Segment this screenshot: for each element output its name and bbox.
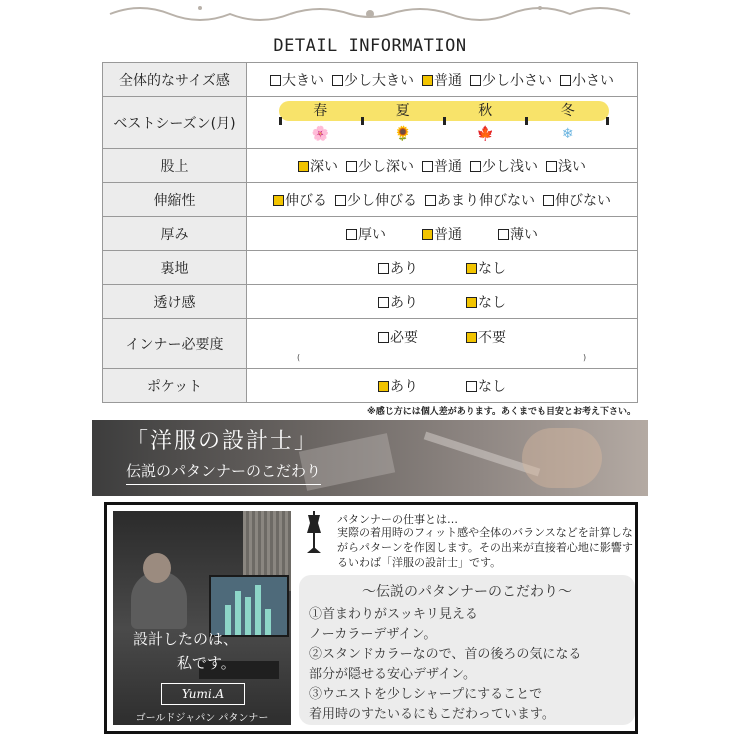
checkbox-icon — [335, 195, 346, 206]
photo-caption-text — [133, 627, 238, 675]
option — [422, 156, 462, 176]
table-row-thickness — [103, 217, 638, 251]
option — [543, 190, 611, 210]
option — [470, 70, 552, 90]
person-head — [143, 553, 171, 583]
checkbox-icon — [543, 195, 554, 206]
option — [270, 70, 324, 90]
option — [422, 224, 462, 244]
checkbox-icon — [270, 75, 281, 86]
tick — [361, 117, 364, 125]
paren-close: ) — [583, 353, 587, 362]
option — [422, 70, 462, 90]
option-label: 少し大きい — [344, 72, 414, 89]
checkbox-icon — [422, 161, 433, 172]
option — [332, 70, 414, 90]
disclaimer-note: ※感じ方には個人差があります。あくまでも目安とお考え下さい。 — [366, 407, 636, 417]
options-size — [247, 63, 638, 97]
checkbox-icon — [346, 229, 357, 240]
option — [378, 376, 418, 396]
option — [470, 156, 538, 176]
bar — [245, 597, 251, 635]
point-line: ②スタンドカラーなので、首の後ろの気になる — [309, 647, 582, 662]
option-label: 少し深い — [358, 158, 414, 175]
points-box — [299, 575, 635, 725]
table-row-sheer — [103, 285, 638, 319]
option — [425, 190, 535, 210]
checked-checkbox-icon — [422, 229, 433, 240]
checked-checkbox-icon — [298, 161, 309, 172]
tick — [606, 117, 609, 125]
season-winter: 冬 — [560, 103, 575, 119]
option-label: なし — [478, 260, 506, 277]
row-label: ポケット — [103, 369, 247, 403]
checkbox-icon — [546, 161, 557, 172]
point-line: ①首まわりがスッキリ見える — [309, 607, 478, 622]
table-row-size — [103, 63, 638, 97]
snowflake-icon: ❄ — [561, 126, 574, 142]
tick — [443, 117, 446, 125]
option-label: あり — [390, 260, 418, 277]
bar — [255, 585, 261, 635]
sunflower-icon: 🌻 — [394, 126, 412, 142]
row-label: 股上 — [103, 149, 247, 183]
designer-banner — [92, 420, 648, 496]
row-label: 厚み — [103, 217, 247, 251]
checkbox-icon — [332, 75, 343, 86]
checkbox-icon — [425, 195, 436, 206]
patterner-card — [104, 502, 638, 734]
table-row-season — [103, 97, 638, 149]
intro-heading: パタンナーの仕事とは… — [337, 513, 458, 526]
table-row-lining — [103, 251, 638, 285]
checkbox-icon — [378, 332, 389, 343]
option — [466, 292, 506, 312]
option-label: 普通 — [434, 158, 462, 175]
option-label: 少し小さい — [482, 72, 552, 89]
photo-line-2: 私です。 — [177, 654, 236, 672]
detail-table — [102, 62, 638, 403]
options-sheer — [247, 285, 638, 319]
checked-checkbox-icon — [466, 263, 477, 274]
point-line: ③ウエストを少しシャープにすることで — [309, 687, 543, 702]
option — [498, 224, 538, 244]
banner-subtitle: 伝説のパタンナーのこだわり — [126, 460, 321, 485]
season-chart — [247, 97, 638, 149]
option-label: 浅い — [558, 158, 586, 175]
season-icons — [279, 126, 609, 142]
checked-checkbox-icon — [378, 381, 389, 392]
option-label: なし — [478, 378, 506, 395]
table-row-rise — [103, 149, 638, 183]
page-title: DETAIL INFORMATION — [273, 36, 467, 56]
option-label: 伸びない — [555, 192, 611, 209]
season-autumn: 秋 — [478, 103, 493, 119]
table-row-pocket — [103, 369, 638, 403]
option — [466, 376, 506, 396]
option-label: 少し伸びる — [347, 192, 417, 209]
options-lining — [247, 251, 638, 285]
option-label: 薄い — [510, 226, 538, 243]
checkbox-icon — [470, 161, 481, 172]
table-row-inner — [103, 319, 638, 369]
option-label: 不要 — [478, 330, 506, 346]
option — [346, 156, 414, 176]
option-label: 厚い — [358, 226, 386, 243]
checkbox-icon — [378, 297, 389, 308]
option — [346, 224, 386, 244]
designer-title: ゴールドジャパン パタンナー — [135, 713, 269, 724]
photo-line-1: 設計したのは、 — [133, 630, 239, 648]
maple-leaf-icon: 🍁 — [476, 126, 494, 142]
tick — [279, 117, 282, 125]
option — [335, 190, 417, 210]
option — [298, 156, 338, 176]
sakura-icon: 🌸 — [311, 126, 329, 142]
row-label: 全体的なサイズ感 — [103, 63, 247, 97]
checkbox-icon — [470, 75, 481, 86]
option-label: あり — [390, 294, 418, 311]
option — [378, 292, 418, 312]
paren-open: ( — [297, 353, 301, 362]
row-label: 透け感 — [103, 285, 247, 319]
season-spring: 春 — [313, 103, 328, 119]
checked-checkbox-icon — [422, 75, 433, 86]
row-label: 伸縮性 — [103, 183, 247, 217]
tick — [525, 117, 528, 125]
points-title: ～伝説のパタンナーのこだわり～ — [362, 584, 572, 600]
table-row-stretch — [103, 183, 638, 217]
checkbox-icon — [378, 263, 389, 274]
option — [378, 327, 418, 347]
options-stretch — [247, 183, 638, 217]
option — [378, 258, 418, 278]
checkbox-icon — [466, 381, 477, 392]
option-label: 普通 — [434, 226, 462, 243]
point-line: 着用時のすたいるにもこだわっています。 — [309, 707, 555, 722]
option-label: 深い — [310, 158, 338, 175]
option-label: 小さい — [572, 72, 614, 89]
option-label: あまり伸びない — [437, 192, 535, 209]
options-inner-row — [247, 327, 637, 347]
checked-checkbox-icon — [466, 332, 477, 343]
option-label: 少し浅い — [482, 158, 538, 175]
point-line: 部分が隠せる安心デザイン。 — [309, 667, 477, 682]
dress-form-icon — [303, 511, 325, 555]
checkbox-icon — [560, 75, 571, 86]
designer-photo — [113, 511, 291, 725]
point-line: ノーカラーデザイン。 — [309, 627, 437, 642]
banner-title: 「洋服の設計士」 — [126, 429, 319, 454]
season-summer: 夏 — [395, 103, 410, 119]
option — [466, 327, 506, 347]
checked-checkbox-icon — [466, 297, 477, 308]
checkbox-icon — [346, 161, 357, 172]
checkbox-icon — [498, 229, 509, 240]
options-rise — [247, 149, 638, 183]
hand-decor — [522, 428, 602, 488]
row-label: ベストシーズン(月) — [103, 97, 247, 149]
row-label: インナー必要度 — [103, 319, 247, 369]
row-label: 裏地 — [103, 251, 247, 285]
options-thickness — [247, 217, 638, 251]
option-label: 伸びる — [285, 192, 327, 209]
intro-body: 実際の着用時のフィット感や全体のバランスなどを計算しながらパターンを作図します。その出来が直接着心地に影響するいわば「洋服の設計士」です。 — [337, 526, 633, 569]
options-inner — [247, 319, 638, 369]
checked-checkbox-icon — [273, 195, 284, 206]
signature: Yumi.A — [161, 683, 245, 705]
option — [273, 190, 327, 210]
option-label: 普通 — [434, 72, 462, 89]
option — [560, 70, 614, 90]
option — [466, 258, 506, 278]
ornament-divider — [100, 0, 640, 28]
options-pocket — [247, 369, 638, 403]
option — [546, 156, 586, 176]
option-label: 必要 — [390, 330, 418, 346]
bar — [265, 609, 271, 635]
option-label: あり — [390, 378, 418, 395]
option-label: 大きい — [282, 72, 324, 89]
option-label: なし — [478, 294, 506, 311]
